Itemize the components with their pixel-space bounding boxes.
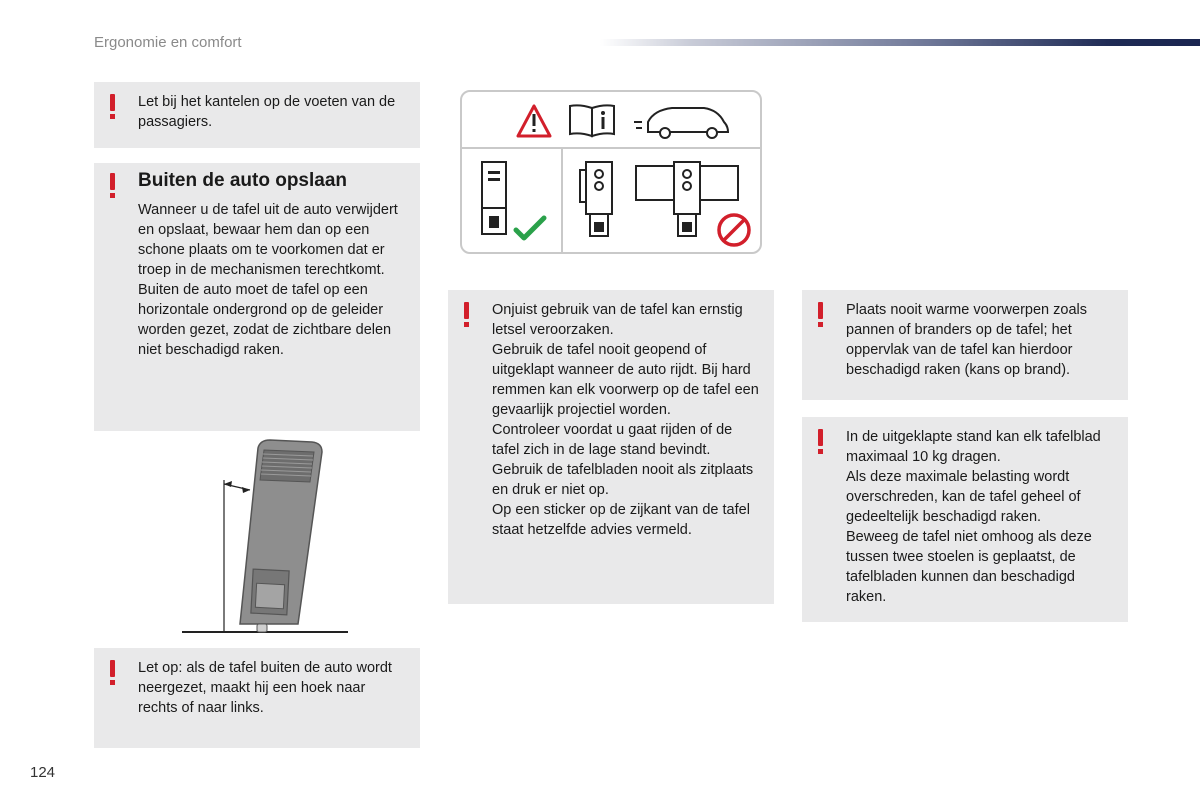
table-opened-icon-right bbox=[636, 162, 738, 236]
warning-box-load bbox=[802, 417, 1128, 622]
manual-info-icon bbox=[570, 105, 614, 136]
warning-triangle-icon bbox=[518, 106, 550, 136]
warning-text: Beweeg de tafel niet omhoog als deze tussen twee stoelen is geplaatst, de tafelbladen kunnen dan beschadigd raken. bbox=[846, 529, 1092, 605]
warning-text: Controleer voordat u gaat rijden of de tafel zich in de lage stand bevindt. bbox=[492, 422, 733, 458]
prohibited-icon bbox=[719, 215, 749, 245]
exclamation-mark-icon bbox=[816, 429, 826, 455]
warning-box-misuse bbox=[448, 290, 774, 604]
table-stowed-icon bbox=[482, 162, 506, 234]
checkmark-icon bbox=[516, 218, 544, 238]
exclamation-mark-icon bbox=[462, 302, 472, 328]
header-gradient-bar bbox=[600, 39, 1200, 46]
warning-box-storage bbox=[94, 163, 420, 431]
warning-text: In de uitgeklapte stand kan elk tafelblad maximaal 10 kg dragen. bbox=[846, 429, 1101, 465]
warning-text: Op een sticker op de zijkant van de tafel staat hetzelfde advies vermeld. bbox=[492, 502, 750, 538]
exclamation-mark-icon bbox=[108, 94, 118, 120]
table-opened-icon-left bbox=[580, 162, 612, 236]
exclamation-mark-icon bbox=[816, 302, 826, 328]
warning-box-angle bbox=[94, 648, 420, 748]
warning-text: Als deze maximale belasting wordt overschreden, kan de tafel geheel of gedeeltelijk beschadigd raken. bbox=[846, 469, 1081, 525]
warning-text: Gebruik de tafel nooit geopend of uitgeklapt wanneer de auto rijdt. Bij hard remmen kan elk voorwerp op de tafel een gevaarlijk projectiel worden. bbox=[492, 342, 759, 418]
warning-text: Let op: als de tafel buiten de auto wordt neergezet, maakt hij een hoek naar rechts of naar links. bbox=[138, 660, 392, 716]
warning-heading: Buiten de auto opslaan bbox=[138, 170, 348, 191]
warning-box-hot bbox=[802, 290, 1128, 400]
warning-text: Buiten de auto moet de tafel op een horizontale ondergrond op de geleider worden gezet, zodat de zichtbare delen niet beschadigd raken. bbox=[138, 282, 392, 358]
car-motion-icon bbox=[634, 108, 728, 138]
table-tilted-illustration bbox=[180, 436, 352, 640]
warning-box-tilt bbox=[94, 82, 420, 148]
warning-text: Gebruik de tafelbladen nooit als zitplaats en druk er niet op. bbox=[492, 462, 754, 498]
warning-text: Let bij het kantelen op de voeten van de passagiers. bbox=[138, 94, 396, 130]
page-number: 124 bbox=[30, 764, 56, 781]
section-title: Ergonomie en comfort bbox=[94, 34, 242, 51]
safety-sticker-figure bbox=[460, 90, 762, 254]
warning-text: Onjuist gebruik van de tafel kan ernstig letsel veroorzaken. bbox=[492, 302, 743, 338]
warning-text: Wanneer u de tafel uit de auto verwijdert en opslaat, bewaar hem dan op een schone plaats om te voorkomen dat er troep in de mechanismen terechtkomt. bbox=[138, 202, 398, 278]
exclamation-mark-icon bbox=[108, 173, 118, 199]
warning-text: Plaats nooit warme voorwerpen zoals pannen of branders op de tafel; het oppervlak van de tafel kan hierdoor beschadigd raken (kans op brand). bbox=[846, 302, 1087, 378]
exclamation-mark-icon bbox=[108, 660, 118, 686]
